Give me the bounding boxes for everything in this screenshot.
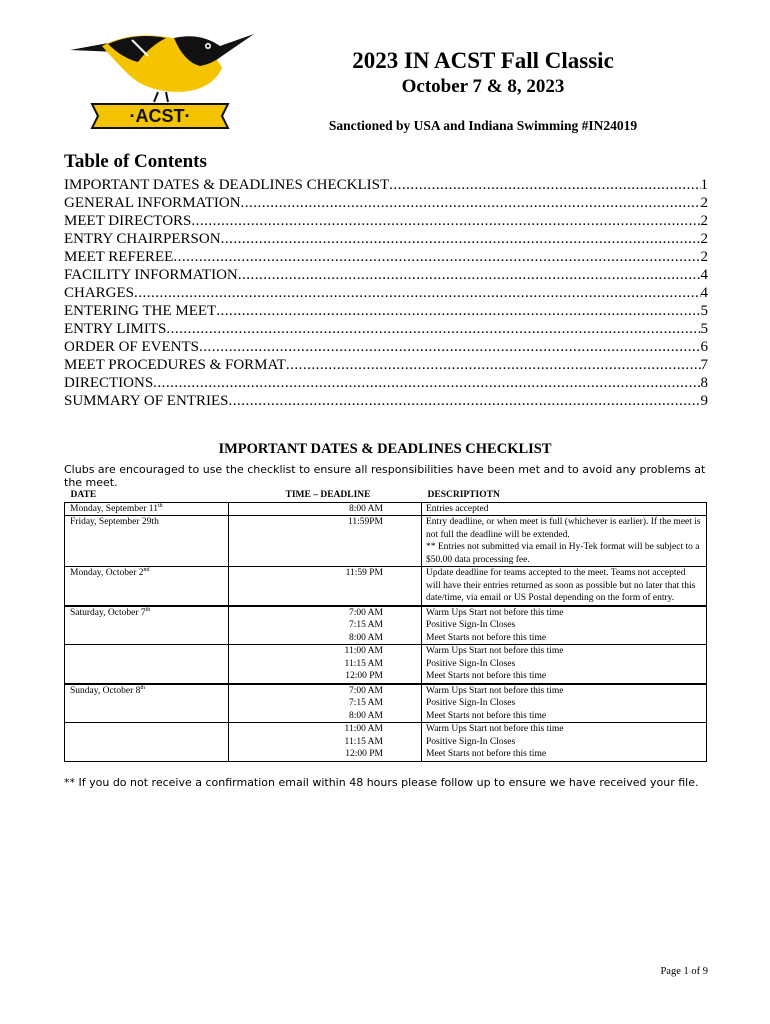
toc-leader-dots: [389, 176, 700, 194]
deadline-description: Warm Ups Start not before this time: [422, 684, 707, 698]
deadline-time: 12:00 PM: [345, 749, 383, 759]
toc-leader-dots: [286, 356, 701, 374]
deadline-description: Meet Starts not before this time: [422, 632, 707, 645]
deadline-description: Entry deadline, or when meet is full (whichever is earlier). If the meet is not full the deadline will be extended. ** Entries not submitted via email in Hy-Tek format will be subject to a $50.00 data processing fee.: [422, 516, 707, 567]
deadline-date: [65, 567, 229, 606]
deadline-date: [65, 502, 229, 516]
deadline-row: [65, 697, 707, 710]
deadline-description: Meet Starts not before this time: [422, 710, 707, 723]
toc-item-page: 6: [700, 339, 708, 355]
deadline-row: [65, 748, 707, 761]
toc-item-page: 2: [700, 213, 708, 229]
toc-item[interactable]: [64, 302, 708, 320]
deadline-time: 7:00 AM: [348, 607, 383, 618]
deadline-row: [65, 567, 707, 606]
deadline-description: Meet Starts not before this time: [422, 670, 707, 684]
deadline-row: [65, 684, 707, 698]
deadline-description: Update deadline for teams accepted to the meet. Teams not accepted will have their entries returned as soon as possible but no later that this date/time, via email or US Postal depending on the form of entry.: [422, 567, 707, 606]
deadline-date: [65, 619, 229, 632]
deadline-row: [65, 606, 707, 620]
deadline-description: Warm Ups Start not before this time: [422, 606, 707, 620]
deadline-time: 12:00 PM: [345, 671, 383, 681]
toc-item[interactable]: [64, 266, 708, 284]
deadline-date: [65, 516, 229, 567]
deadline-date: [65, 684, 229, 698]
toc-leader-dots: [238, 266, 701, 284]
toc-item-page: 4: [700, 267, 708, 283]
deadline-row: [65, 502, 707, 516]
deadline-date: [65, 658, 229, 671]
confirmation-note: ** If you do not receive a confirmation email within 48 hours please follow up to ensure we have received your file.: [64, 776, 699, 789]
toc-item-page: 5: [700, 321, 708, 337]
deadline-date-text: Monday, October 2: [70, 568, 144, 578]
toc-item-label: ORDER OF EVENTS: [64, 339, 200, 355]
deadline-date: [65, 710, 229, 723]
toc-item[interactable]: [64, 374, 708, 392]
table-of-contents: [64, 176, 708, 410]
toc-item[interactable]: [64, 230, 708, 248]
deadline-date: [65, 723, 229, 736]
toc-item-page: 8: [700, 375, 708, 391]
deadline-time: 11:15 AM: [344, 736, 383, 747]
deadline-time: 11:00 AM: [344, 646, 383, 656]
checklist-intro: Clubs are encouraged to use the checklist to ensure all responsibilities have been met and to avoid any problems at the meet.: [64, 463, 706, 489]
deadline-date: [65, 736, 229, 749]
toc-item[interactable]: [64, 176, 708, 194]
toc-item-label: FACILITY INFORMATION: [64, 267, 238, 283]
date-ordinal: th: [157, 502, 163, 509]
toc-item[interactable]: [64, 194, 708, 212]
toc-leader-dots: [173, 248, 700, 266]
toc-leader-dots: [228, 392, 700, 410]
deadline-time: 11:00 AM: [344, 724, 383, 734]
toc-item[interactable]: [64, 356, 708, 374]
deadline-time: 7:15 AM: [348, 620, 383, 630]
deadline-time: 7:15 AM: [348, 698, 383, 708]
deadline-date: [65, 748, 229, 761]
deadline-date-text: Friday, September 29th: [70, 517, 159, 527]
toc-leader-dots: [216, 302, 700, 320]
toc-item-label: SUMMARY OF ENTRIES: [64, 393, 229, 409]
toc-item-label: MEET DIRECTORS: [64, 213, 192, 229]
deadline-date-text: Saturday, October 7: [70, 607, 146, 618]
toc-leader-dots: [191, 212, 700, 230]
deadline-description: Positive Sign-In Closes: [422, 658, 707, 671]
toc-item-page: 4: [700, 285, 708, 301]
deadline-description: Positive Sign-In Closes: [422, 619, 707, 632]
toc-item-label: DIRECTIONS: [64, 375, 154, 391]
deadline-time: 8:00 AM: [348, 503, 383, 514]
toc-item-label: ENTERING THE MEET: [64, 303, 217, 319]
deadline-date-text: Monday, September 11: [70, 503, 158, 514]
checklist-heading: IMPORTANT DATES & DEADLINES CHECKLIST: [218, 441, 552, 457]
deadline-time: 8:00 AM: [348, 710, 383, 721]
toc-item-label: GENERAL INFORMATION: [64, 195, 241, 211]
col-description: DESCRIPTIOTN: [422, 489, 707, 502]
deadline-date-text: Sunday, October 8: [70, 685, 141, 696]
deadline-description: Positive Sign-In Closes: [422, 697, 707, 710]
col-date: DATE: [65, 489, 229, 502]
deadline-time: 8:00 AM: [348, 632, 383, 643]
toc-item[interactable]: [64, 338, 708, 356]
toc-item-label: ENTRY LIMITS: [64, 321, 167, 337]
deadline-description: Warm Ups Start not before this time: [422, 723, 707, 736]
deadline-time: 11:59PM: [347, 517, 383, 527]
deadline-description: Entries accepted: [422, 502, 707, 516]
toc-item-label: CHARGES: [64, 285, 135, 301]
date-ordinal: nd: [143, 566, 150, 573]
toc-heading: Table of Contents: [64, 151, 207, 172]
deadline-date: [65, 632, 229, 645]
meet-dates: October 7 & 8, 2023: [401, 76, 565, 97]
deadline-date: [65, 697, 229, 710]
toc-item-label: IMPORTANT DATES & DEADLINES CHECKLIST: [64, 177, 390, 193]
toc-item[interactable]: [64, 284, 708, 302]
toc-leader-dots: [241, 194, 701, 212]
deadline-row: [65, 658, 707, 671]
deadline-row: [65, 632, 707, 645]
toc-item[interactable]: [64, 248, 708, 266]
toc-item-page: 2: [700, 195, 708, 211]
deadline-description: Positive Sign-In Closes: [422, 736, 707, 749]
col-time: TIME – DEADLINE: [229, 489, 422, 502]
toc-item-page: 7: [700, 357, 708, 373]
deadline-row: [65, 619, 707, 632]
deadline-date: [65, 645, 229, 658]
deadline-date: [65, 606, 229, 620]
toc-item-label: MEET REFEREE: [64, 249, 174, 265]
toc-leader-dots: [221, 230, 701, 248]
toc-item-page: 5: [700, 303, 708, 319]
logo-text: ·ACST·: [129, 106, 191, 126]
toc-leader-dots: [153, 374, 700, 392]
toc-item-page: 2: [700, 249, 708, 265]
deadline-row: [65, 736, 707, 749]
sanction-text: Sanctioned by USA and Indiana Swimming #IN24019: [328, 118, 638, 133]
meet-title: 2023 IN ACST Fall Classic: [352, 48, 614, 73]
deadline-time: 11:15 AM: [344, 658, 383, 669]
deadline-row: [65, 723, 707, 736]
toc-leader-dots: [134, 284, 700, 302]
toc-item-page: 2: [700, 231, 708, 247]
deadline-time: 7:00 AM: [348, 685, 383, 696]
date-ordinal: th: [145, 606, 151, 613]
toc-item-page: 9: [700, 393, 708, 409]
toc-leader-dots: [199, 338, 700, 356]
page-number: Page 1 of 9: [660, 966, 708, 977]
date-ordinal: th: [140, 684, 146, 691]
deadline-row: [65, 516, 707, 567]
deadline-time: 11:59 PM: [345, 568, 383, 578]
deadline-description: Meet Starts not before this time: [422, 748, 707, 761]
toc-item-label: ENTRY CHAIRPERSON: [64, 231, 221, 247]
deadline-description: Warm Ups Start not before this time: [422, 645, 707, 658]
toc-item[interactable]: [64, 212, 708, 230]
deadline-row: [65, 670, 707, 684]
toc-item-page: 1: [700, 177, 708, 193]
toc-item-label: MEET PROCEDURES & FORMAT: [64, 357, 286, 373]
acst-logo: [62, 28, 258, 136]
deadline-date: [65, 670, 229, 684]
toc-item[interactable]: [64, 320, 708, 338]
deadline-row: [65, 645, 707, 658]
deadlines-table: [64, 489, 707, 762]
toc-item[interactable]: [64, 392, 708, 410]
deadline-row: [65, 710, 707, 723]
toc-leader-dots: [166, 320, 700, 338]
